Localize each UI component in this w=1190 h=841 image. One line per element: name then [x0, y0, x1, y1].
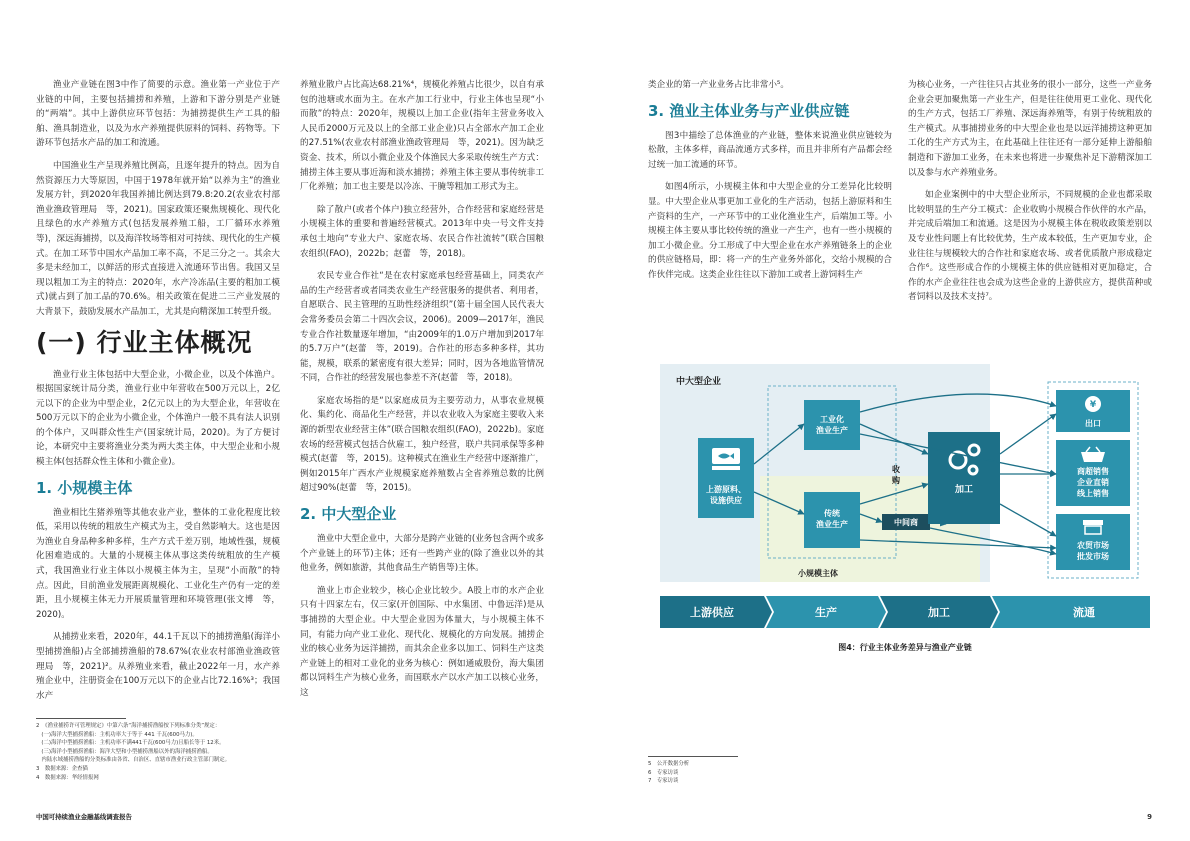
middleman-label: 中间商	[894, 518, 918, 527]
processing-box	[928, 432, 1000, 524]
stage-label: 上游供应	[690, 606, 734, 619]
footnote-divider	[648, 756, 738, 757]
report-title-footer: 中国可持续渔业金融基线调查报告	[36, 813, 132, 821]
paragraph: 渔业产业链在图3中作了简要的示意。渔业第一产业位于产业链的中间，主要包括捕捞和养殖，上游和下游分别是产业链的“两端”。其中上游供应环节包括：为捕捞提供生产工具的船舶、渔具制造业，以及为水产养殖提供原料的饲料、药物等。下游环节包括水产品的加工和流通。	[36, 80, 280, 149]
subsection-heading: 1. 小规模主体	[36, 478, 133, 497]
processing-label: 加工	[954, 485, 974, 495]
stage-bar	[660, 596, 1150, 628]
footnote-divider	[36, 718, 126, 719]
svg-text:¥: ¥	[1089, 400, 1097, 410]
paragraph: 养殖业散户占比高达68.21%⁴，规模化养殖占比很少，以自有承包的池塘或水面为主。在水产加工行业中，行业主体也呈现“小而散”的特点：2020年，规模以上加工企业(指年主营业务收入人民币2000万元及以上的全部工业企业)只占全部水产加工企业的27.51%(农业农村部渔业渔政管理局 等，2021)。因为缺乏资金、技术，所以小微企业及个体渔民大多采取传统生产方式：捕捞主体主要从事近海和淡水捕捞；养殖主体主要从事传统非工厂化养殖；加工也主要是以冷冻、干腌等粗加工形式为主。	[300, 80, 544, 193]
paragraph: 渔业上市企业较少，核心企业比较少。A股上市的水产企业只有十四家左右，仅三家(开创国际、中水集团、中鲁远洋)是从事捕捞的大型企业。中大型企业因为体量大，与小规模主体不同，有能力向产业工业化、现代化、规模化的方向发展。捕捞企业的核心业务为远洋捕捞，而其余企业多以加工、饲料生产这类产业链上的相对工业化的业务为核心：例如通威股份，海大集团都以饲料生产为核心业务，而国联水产以水产加工以核心业务，这	[300, 585, 544, 698]
footnote: 3 数据来源：企查猫	[36, 765, 88, 772]
paragraph: 中国渔业生产呈现养殖比例高，且逐年提升的特点。因为自然资源压力大等原因，中国于1978年就开始“以养为主”的渔业发展方针，到2020年我国养捕比例达到79.8:20.2(农业农村部渔业渔政管理局 等，2021)。国家政策还聚焦规模化、现代化且绿色的水产养殖方式(包括发展养殖工船，工厂循环水养殖等)，深远海捕捞，以及海洋牧场等相对可持续、现代化的生产模式。在加工环节中国水产品加工率不高，不足三分之一。其余大多是未经加工，以鲜活的形式直接进入流通环节出售。我国又呈现以粗加工为主的特点：2020年，水产冷冻品(主要的粗加工模式)就占到了加工品的70.6%。相关政策在促进二三产业发展的大背景下，鼓励发展水产品加工，尤其是向精深加工转型升级。	[36, 160, 280, 317]
column-3	[648, 78, 892, 291]
footnote: (三)海洋小型捕捞渔船：海洋大型和小型捕捞渔船以外的海洋捕捞渔船。	[36, 748, 213, 755]
stage-circulation	[992, 596, 1150, 628]
supply-chain-diagram	[660, 364, 1150, 632]
footnote: 7 专家访谈	[648, 778, 679, 785]
paragraph: 家庭农场指的是“以家庭成员为主要劳动力，从事农业规模化、集约化、商品化生产经营，并以农业收入为家庭主要收入来源的新型农业经营主体”(联合国粮农组织(FAO)，2022b)。家庭农场的经营模式包括合伙雇工，独户经营，联户共同承保等多种模式(赵蕾 等，2015)。这种模式在渔业生产经营中逐渐推广，例如2015年广西水产业规模家庭养殖数占全省养殖总数的比例超过90%(赵蕾 等，2015)。	[300, 395, 544, 494]
small-scale-label: 小规模主体	[798, 569, 838, 578]
footnotes-right	[648, 760, 848, 786]
footnote: 内陆水域捕捞渔船的分类标准由各省、自治区、直辖市渔业行政主管部门制定。	[36, 757, 231, 764]
column-1	[36, 78, 280, 711]
column-2	[300, 78, 544, 709]
large-enterprise-label: 中大型企业	[676, 377, 722, 387]
paragraph: 如图4所示，小规模主体和中大型企业的分工差异化比较明显。中大型企业从事更加工业化的生产活动，包括上游原料和生产资料的生产，一产环节中的工业化渔业生产，后端加工等。小规模主体主要从事比较传统的渔业一产生产，也有一些小规模的加工小微企业。分工形成了中大型企业在水产养殖链条上的企业的供应链格局，即：将一产的生产业务外部化，交给小规模的合作伙伴完成。这类企业往往以下游加工或者上游饲料生产	[648, 182, 892, 280]
stage-label: 生产	[815, 606, 837, 619]
footnote: 2 《渔业捕捞许可管理规定》中第六条“海洋捕捞渔船按下列标准分类”规定：	[36, 723, 221, 729]
upstream-supply-label: 上游原料、设施供应	[706, 485, 746, 505]
industrial-production-box	[804, 400, 860, 450]
currency-coin-icon	[1085, 396, 1101, 412]
purchase-label: 收购	[892, 465, 900, 485]
footnotes-left	[36, 722, 536, 782]
market-label: 农贸市场批发市场	[1077, 541, 1109, 561]
subsection-heading: 3. 渔业主体业务与产业供应链	[648, 101, 850, 120]
paragraph: 类企业的第一产业业务占比非常小⁵。	[648, 80, 789, 90]
paragraph: 如企业案例中的中大型企业所示，不同规模的企业也都采取比较明显的生产分工模式：企业收购小规模合作伙伴的水产品，并完成后端加工和流通。这是因为小规模主体在税收政策差别以及专业性问题上有比较优势，生产成本较低，生产更加专业，企业往往与规模较大的合作社和家庭农场、或者优质散户形成稳定合作⁶。这些形成合作的小规模主体的供应链相对更加稳定，合作的水产企业往往也会成为这些企业的上游供应方，提供苗种或者饲料以及技术支持⁷。	[908, 190, 1152, 303]
footnote: 5 公开数据分析	[648, 761, 690, 767]
paragraph: 除了散户(或者个体户)独立经营外，合作经营和家庭经营是小规模主体的重要和普遍经营模式。2013年中央一号文件支持承包土地向“专业大户、家庭农场、农民合作社流转”(联合国粮农组织(FAO)，2022b；赵蕾 等，2018)。	[300, 204, 544, 259]
stage-label: 加工	[928, 606, 950, 619]
figure-caption: 图4：行业主体业务差异与渔业产业链	[838, 643, 972, 652]
export-label: 出口	[1085, 419, 1101, 428]
paragraph: 为核心业务，一产往往只占其业务的很小一部分，这些一产业务企业会更加聚焦第一产业生产，但是往往使用更工业化、现代化的生产方式，包括工厂养殖、深远海养殖等，有别于传统粗放的生产模式。从事捕捞业务的中大型企业也是以远洋捕捞这种更加工化的生产方式为主，在此基础上往往还有一部分延伸上游船舶制造和下游加工业务，在未来也将进一步聚焦补足下游精深加工以及参与水产养殖业务。	[908, 80, 1152, 178]
section-heading: (一) 行业主体概况	[36, 327, 253, 357]
footnote: 4 数据来源：华经情报网	[36, 774, 99, 781]
paragraph: 图3中描绘了总体渔业的产业链，整体来说渔业供应链较为松散，主体多样，商品流通方式多样，而且并非所有产品都会经过统一加工流通的环节。	[648, 130, 892, 170]
fish-can-icon	[712, 448, 740, 470]
column-4	[908, 78, 1152, 313]
paragraph: 渔业行业主体包括中大型企业，小微企业，以及个体渔户。根据国家统计局分类，渔业行业中年营收在500万元以上，2亿元以下的企业为中型企业，2亿元以上的为大型企业，年营收在500万元以下的企业为小微企业，个体渔户一般不具有法人识别的个体户，又叫群众性生产(国家统计局，2020)。为了方便讨论，本研究中主要将渔业分类为两大类主体，中大型企业和小规模主体(包括群众性主体和小微企业)。	[36, 369, 280, 468]
footnote: (二)海洋中型捕捞渔船：主机功率不满441千瓦(600马力)且船长等于 12米。	[36, 740, 225, 747]
subsection-heading: 2. 中大型企业	[300, 505, 397, 524]
stage-label: 流通	[1073, 606, 1095, 619]
industrial-production-label: 工业化渔业生产	[816, 415, 848, 435]
traditional-production-label: 传统渔业生产	[816, 509, 848, 529]
paragraph: 农民专业合作社“是在农村家庭承包经营基础上，同类农产品的生产经营者或者同类农业生产经营服务的提供者、利用者，自愿联合、民主管理的互助性经济组织”(第十届全国人民代表大会常务委员会第二十四次会议，2006)。2009—2017年，渔民专业合作社数量逐年增加，“由2009年的1.0万户增加到2017年的5.7万户”(赵蕾 等，2019)。合作社的形态多种多样，其功能，规模，联系的紧密度有很大差异；同时，因为各地监管情况不同，合作社的经营发展也参差不齐(赵蕾 等，2018)。	[300, 271, 544, 384]
footnote: (一)海洋大型捕捞渔船：主机功率大于等于 441 千瓦(600马力)。	[36, 731, 198, 738]
page-number: 9	[1147, 813, 1152, 821]
paragraph: 渔业中大型企业中，大部分是跨产业链的(业务包含两个或多个产业链上的环节)主体；还有一些跨产业的(除了渔业以外的其他业务，例如旅游，其他食品生产销售等)主体。	[300, 534, 544, 574]
retail-label: 商超销售企业直销线上销售	[1077, 467, 1109, 498]
paragraph: 渔业相比生猪养殖等其他农业产业，整体的工业化程度比较低，采用以传统的粗放生产模式为主，受自然影响大。这也是因为渔业自身品种多种多样，生产方式千差万别，地域性强，规模化困难造成的。大量的小规模主体从事这类传统粗放的生产模式，我国渔业行业主体以小规模主体为主，呈现“小而散”的特点。因此，目前渔业发展距离规模化、工业化生产仍有一定的差距，且小规模主体无力开展质量管理和环境管理(张文博 等，2020)。	[36, 507, 280, 620]
footnote: 6 专家访谈	[648, 769, 679, 776]
paragraph: 从捕捞业来看，2020年，44.1千瓦以下的捕捞渔船(海洋小型捕捞渔船)占全部捕捞渔船的78.67%(农业农村部渔业渔政管理局 等，2021)²。从养殖业来看，截止2022年一月，水产养殖企业中，注册资金在100万元以下的企业占比72.16%³；我国水产	[36, 632, 280, 701]
